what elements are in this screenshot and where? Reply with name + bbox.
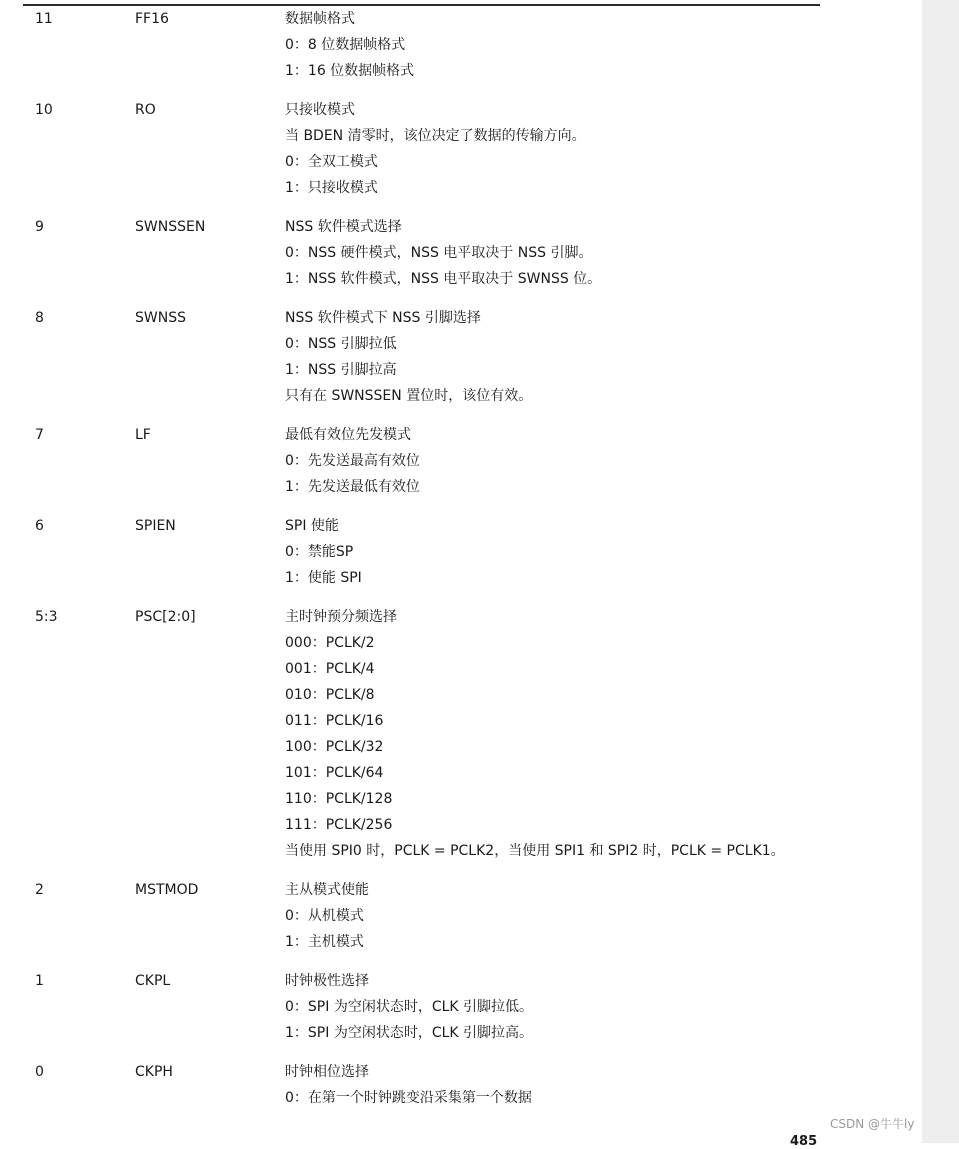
description-title: 数据帧格式 [285,11,355,27]
description-line: 0：SPI 为空闲状态时，CLK 引脚拉低。 [285,999,534,1015]
field-description [285,422,915,500]
bit-position: 11 [35,11,53,27]
table-row [0,513,920,604]
bit-position: 5:3 [35,609,58,625]
watermark: CSDN @牛牛ly [830,1117,915,1131]
field-description [285,97,915,201]
description-line: 1：16 位数据帧格式 [285,63,415,79]
description-line: 1：NSS 引脚拉高 [285,362,397,378]
bit-position: 0 [35,1064,44,1080]
field-name: SWNSS [135,310,186,326]
description-line: 0：从机模式 [285,908,364,924]
table-row [0,214,920,305]
table-row [0,968,920,1059]
description-line: 1：SPI 为空闲状态时，CLK 引脚拉高。 [285,1025,534,1041]
description-line: 111：PCLK/256 [285,817,393,833]
description-line: 010：PCLK/8 [285,687,375,703]
description-title: NSS 软件模式选择 [285,219,402,235]
field-name: CKPH [135,1064,173,1080]
table-row [0,1059,920,1124]
bit-position: 7 [35,427,44,443]
field-description [285,214,915,292]
description-line: 101：PCLK/64 [285,765,384,781]
description-line: 当使用 SPI0 时，PCLK = PCLK2，当使用 SPI1 和 SPI2 时，PCLK = PCLK1。 [285,843,785,859]
field-name: PSC[2:0] [135,609,196,625]
bit-position: 10 [35,102,53,118]
field-description [285,968,915,1046]
bit-position: 1 [35,973,44,989]
description-title: 主时钟预分频选择 [285,609,397,625]
description-line: 当 BDEN 清零时，该位决定了数据的传输方向。 [285,128,586,144]
table-row [0,6,920,97]
description-line: 110：PCLK/128 [285,791,393,807]
description-line: 1：使能 SPI [285,570,362,586]
register-bit-table [0,6,920,1124]
field-description [285,1059,915,1111]
description-line: 1：先发送最低有效位 [285,479,420,495]
field-description [285,6,915,84]
description-line: 0：先发送最高有效位 [285,453,420,469]
field-description [285,877,915,955]
bit-position: 8 [35,310,44,326]
description-line: 0：NSS 引脚拉低 [285,336,397,352]
field-name: SWNSSEN [135,219,206,235]
bit-position: 6 [35,518,44,534]
field-description [285,604,915,864]
description-title: 时钟极性选择 [285,973,369,989]
description-line: 001：PCLK/4 [285,661,375,677]
field-description [285,305,915,409]
page-number: 485 [790,1134,818,1149]
description-line: 000：PCLK/2 [285,635,375,651]
description-line: 100：PCLK/32 [285,739,384,755]
description-line: 0：全双工模式 [285,154,378,170]
description-title: 最低有效位先发模式 [285,427,411,443]
field-name: LF [135,427,151,443]
viewer-side-strip [922,0,959,1143]
field-name: RO [135,102,156,118]
description-title: 只接收模式 [285,102,355,118]
description-line: 1：NSS 软件模式，NSS 电平取决于 SWNSS 位。 [285,271,602,287]
field-name: SPIEN [135,518,176,534]
description-line: 0：NSS 硬件模式，NSS 电平取决于 NSS 引脚。 [285,245,593,261]
field-description [285,513,915,591]
description-line: 011：PCLK/16 [285,713,384,729]
table-row [0,877,920,968]
description-line: 1：主机模式 [285,934,364,950]
description-title: SPI 使能 [285,518,339,534]
table-row [0,97,920,214]
field-name: MSTMOD [135,882,199,898]
description-title: 主从模式使能 [285,882,369,898]
table-row [0,422,920,513]
description-title: 时钟相位选择 [285,1064,369,1080]
field-name: CKPL [135,973,171,989]
bit-position: 2 [35,882,44,898]
description-title: NSS 软件模式下 NSS 引脚选择 [285,310,481,326]
description-line: 0：禁能SP [285,544,354,560]
table-row [0,604,920,877]
description-line: 0：8 位数据帧格式 [285,37,406,53]
field-name: FF16 [135,11,169,27]
description-line: 0：在第一个时钟跳变沿采集第一个数据 [285,1090,532,1106]
description-line: 1：只接收模式 [285,180,378,196]
table-row [0,305,920,422]
description-line: 只有在 SWNSSEN 置位时，该位有效。 [285,388,533,404]
bit-position: 9 [35,219,44,235]
